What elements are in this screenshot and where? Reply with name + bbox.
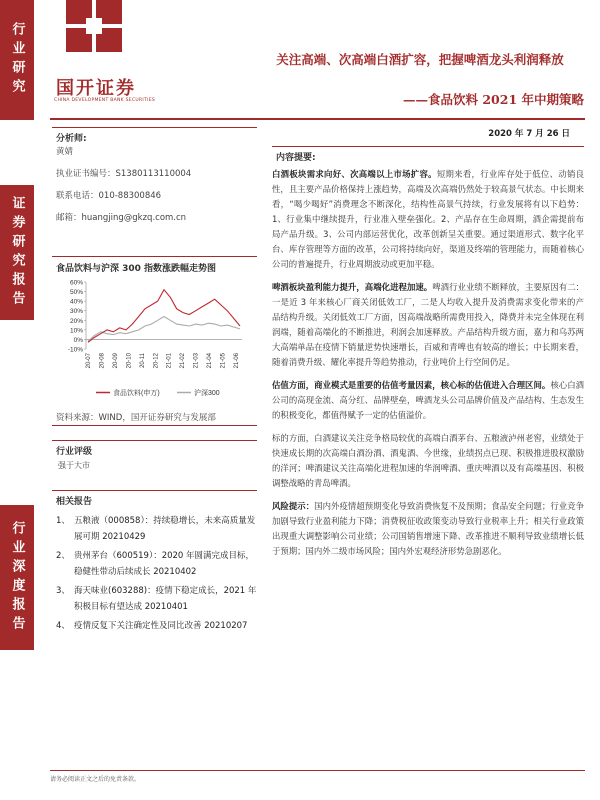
related-list — [52, 509, 257, 634]
related-item-num: 2、 — [56, 551, 70, 561]
related-reports-section — [52, 490, 257, 637]
logo-subtitle: CHINA DEVELOPMENT BANK SECURITIES — [54, 98, 156, 103]
x-tick-label: 21-05 — [220, 353, 227, 369]
related-item-text: 海天味业(603288)：疫情下稳定成长，2021 年积极目标有望达成 20210401 — [74, 586, 257, 612]
related-item[interactable] — [56, 513, 257, 545]
header-divider — [50, 118, 585, 120]
summary-paragraph-liquor — [272, 167, 584, 272]
sidebar-securities-report — [0, 185, 34, 320]
summary-section — [272, 146, 584, 567]
y-tick-label: -10% — [67, 346, 83, 354]
x-tick-label: 21-04 — [207, 353, 214, 369]
x-tick-label: 21-02 — [180, 353, 187, 369]
footer-divider — [50, 770, 585, 771]
report-title: 关注高端、次高端白酒扩容，把握啤酒龙头利润释放 — [276, 52, 564, 67]
para-body: 啤酒行业业绩不断释放，主要原因有二：一是近 3 年来核心厂商关闭低效工厂，二是人均收入提升及消费需求变化带来的产品结构升级。关闭低效工厂方面，因高端战略所需费用投入，降费并未完全体现在利润端，随着高端化的不断推进，利润会加速释放。产品结构升级方面，嘉力和乌苏两大高端单品在疫情下销量逆势快速增长，百威和青啤也有较高的增长；中长期来看，随着消费升级、耀化率提升等趋势推动，行业吨价上行空间仍足。 — [272, 282, 585, 367]
related-item-num: 1、 — [56, 516, 70, 526]
sidebar-industry-depth — [0, 505, 34, 650]
legend-label: 沪深300 — [194, 390, 220, 397]
report-subtitle: ——食品饮料 2021 年中期策略 — [403, 92, 584, 107]
x-tick-label: 20-11 — [139, 353, 146, 368]
y-tick-label: 60% — [69, 279, 83, 287]
sidebar-bottom-label: 行业深度报告 — [9, 520, 25, 635]
analyst-heading: 分析师: — [52, 127, 257, 146]
sidebar-middle-label: 证券研究报告 — [9, 195, 25, 310]
rating-section — [52, 440, 257, 471]
chart-title: 食品饮料与沪深 300 指数涨跌幅走势图 — [56, 264, 217, 274]
para-body: 核心白酒公司的高现金流、高分红、品牌壁垒，啤酒龙头公司品牌价值及产品结构、生态发生的积极变化，都值得赋予一定的估值溢价。 — [272, 380, 585, 420]
related-item[interactable] — [56, 548, 257, 580]
logo-name: 国开证券 — [56, 78, 136, 99]
summary-paragraph-targets: 标的方面，白酒建议关注竞争格局较优的高端白酒茅台、五粮液泸州老窖，业绩处于快速成长期的次高端白酒汾酒、酒鬼酒、今世缘，业绩拐点已现、积极推进股权激励的洋河；啤酒建议关注高端化进程加速的华润啤酒、重庆啤酒以及有高端基因、积极调整战略的青岛啤酒。 — [272, 433, 584, 488]
x-tick-label: 20-08 — [99, 353, 106, 369]
y-tick-label: 10% — [69, 327, 83, 335]
analyst-license: 执业证书编号：S1380113110004 — [56, 169, 192, 179]
company-logo — [50, 0, 170, 120]
legend-label: 食品饮料(申万) — [113, 390, 160, 397]
related-item[interactable] — [56, 583, 257, 615]
summary-paragraph-risks — [272, 499, 584, 559]
footer-disclaimer: 请务必阅读正文之后的免责条款。 — [50, 776, 141, 783]
series-line — [88, 317, 240, 342]
summary-paragraph-beer — [272, 280, 584, 370]
chart-source: 资料来源：WIND，国开证券研究与发展部 — [52, 408, 257, 426]
related-item-num: 3、 — [56, 586, 70, 596]
logo-mark-icon — [66, 0, 122, 52]
analyst-name: 黄婧 — [56, 147, 74, 157]
rating-value: 强于大市 — [58, 461, 90, 470]
x-tick-label: 20-12 — [153, 353, 160, 369]
para-lead: 啤酒板块盈利能力提升，高端化进程加速。 — [272, 282, 433, 292]
summary-heading: 内容提要: — [272, 146, 584, 165]
para-body: 短期来看，行业库存处于低位、动销良性，且主要产品价格保持上涨趋势，高端及次高端仍然处于较高景气状态。中长期来看，“喝少喝好”消费理念不断深化，结构性高景气持续，行业发展将有以下趋势：1、行业集中继续提升，行业准入壁垒强化。2、产品存在生命周期，酒企需提前布局产品升级。3、公司内部运营优化，改革创新呈关重要。通过渠道形式、数字化平台、库存管理等方面的改革，公司将持续向好，渠道及终端的管理能力，而随着核心公司的普遍提升，行业周期波动或更加平稳。 — [272, 169, 585, 269]
related-item[interactable] — [56, 618, 257, 634]
sidebar-industry-research — [0, 0, 34, 120]
x-tick-label: 20-10 — [126, 353, 133, 369]
summary-paragraph-valuation — [272, 378, 584, 423]
y-tick-label: 0% — [73, 336, 83, 344]
related-heading: 相关报告 — [56, 497, 93, 507]
analyst-phone: 联系电话：010-88300846 — [56, 191, 162, 201]
x-tick-label: 21-01 — [166, 353, 173, 369]
y-tick-label: 40% — [69, 298, 83, 306]
performance-chart-section — [52, 256, 257, 424]
analyst-email[interactable]: 邮箱：huangjing@gkzq.com.cn — [56, 213, 187, 223]
report-date: 2020 年 7 月 26 日 — [488, 129, 570, 139]
rating-heading: 行业评级 — [56, 447, 93, 457]
y-tick-label: 30% — [69, 308, 83, 316]
analyst-section — [52, 127, 257, 229]
related-item-text: 疫情反复下关注确定性及同比改善 20210207 — [74, 621, 248, 631]
related-item-num: 4、 — [56, 621, 70, 631]
x-tick-label: 21-06 — [234, 353, 240, 369]
para-lead: 风险提示： — [272, 501, 315, 511]
sidebar-top-label: 行业研究 — [9, 22, 25, 98]
y-tick-label: 20% — [69, 317, 83, 325]
x-tick-label: 21-03 — [193, 353, 200, 369]
para-lead: 估值方面，商业模式是重要的估值考量因素，核心标的估值进入合理区间。 — [272, 380, 551, 390]
x-tick-label: 20-09 — [112, 353, 119, 369]
x-tick-label: 20-07 — [86, 353, 92, 369]
para-lead: 白酒板块需求向好、次高端以上市场扩容。 — [272, 169, 437, 179]
related-item-text: 贵州茅台（600519）：2020 年圆满完成目标，稳健性带动后续成长 20210402 — [74, 551, 255, 577]
related-item-text: 五粮液（000858）：持续稳增长，未来高质量发展可期 20210429 — [74, 516, 256, 542]
performance-chart — [52, 277, 257, 402]
y-tick-label: 50% — [69, 289, 83, 297]
para-body: 国内外疫情超预期变化导致消费恢复不及预期；食品安全问题；行业竞争加剧导致行业盈利能力下降；消费税征收政策变动导致行业税率上升；相关行业政策出现重大调整影响公司业绩；公司国销售增速下降、改革推进不顺利导致业绩增长低于预期；国内外二级市场风险；国内外宏观经济形势急剧恶化。 — [272, 501, 584, 556]
